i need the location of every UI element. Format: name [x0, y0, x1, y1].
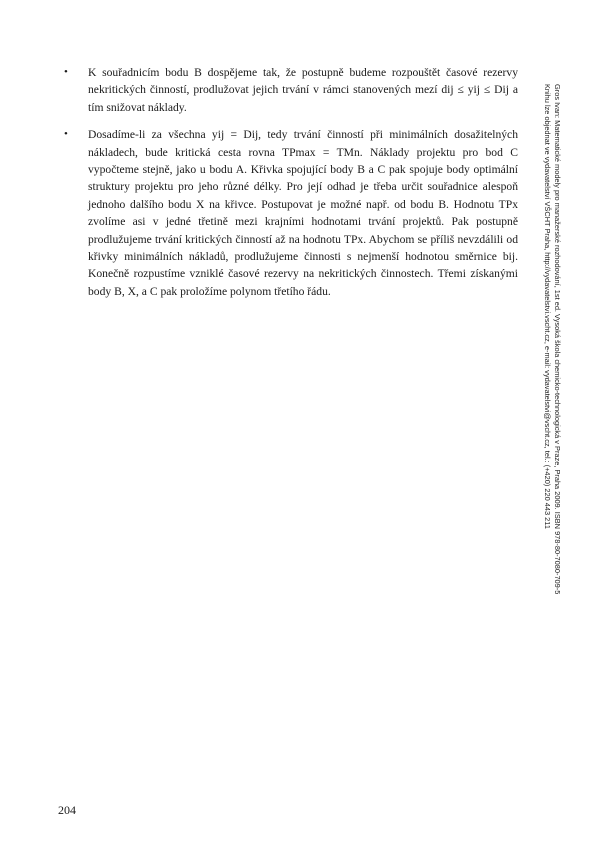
- page-number: 204: [58, 803, 76, 817]
- list-item-text: K souřadnicím bodu B dospějeme tak, že postupně budeme rozpouštět časové rezervy nekritických činností, prodlužovat jejich trvání v rámci stanovených mezí dij ≤ yij ≤ Dij a tím snižovat náklady.: [88, 66, 518, 114]
- citation-sidebar: [542, 84, 562, 594]
- list-item-text: Dosadíme-li za všechna yij = Dij, tedy trvání činností při minimálních dosažitelných nákladech, bude kritická cesta rovna TPmax = TMn. Náklady projektu pro bod C vypočteme stejně, jako u bodu A. Křivka spojující body B a C pak spojuje body optimální struktury projektu pro jeho různé délky. Pro její odhad je třeba určit souřadnice alespoň jednoho dalšího bodu X na křivce. Postupovat je možné např. od bodu B. Hodnotu TPx zvolíme asi v jedné třetině mezi krajními hodnotami trvání projektů. Pak postupně prodlužujeme trvání kritických činností až na hodnotu TPx. Abychom se příliš nevzdálili od křivky minimálních nákladů, prodlužujeme činnosti s nejmenší hodnotou směrnice bij. Konečně rozpustíme vzniklé časové rezervy na nekritických činnostech. Třemi získanými body B, X, a C pak proložíme polynom třetího řádu.: [88, 128, 518, 298]
- bullet-list: [64, 64, 518, 300]
- list-item: [64, 64, 518, 116]
- list-item: [64, 126, 518, 300]
- ordering-line: Knihu lze objednat ve vydavatelství VŠCHT Praha, http://vydavatelstvi.vscht.cz, e-mail: vydavatelstvi@vscht.cz, tel.: (+420) 220 443 211: [543, 84, 552, 529]
- main-content: [64, 64, 518, 310]
- bullet-marker: •: [64, 128, 68, 141]
- bullet-marker: •: [64, 66, 68, 78]
- citation-line: Gros Ivan: Matematické modely pro manažerské rozhodování, 1st ed. Vysoká škola chemicko-technologická v Praze, Praha 2009. ISBN 978-80-7080-709-5: [553, 84, 562, 595]
